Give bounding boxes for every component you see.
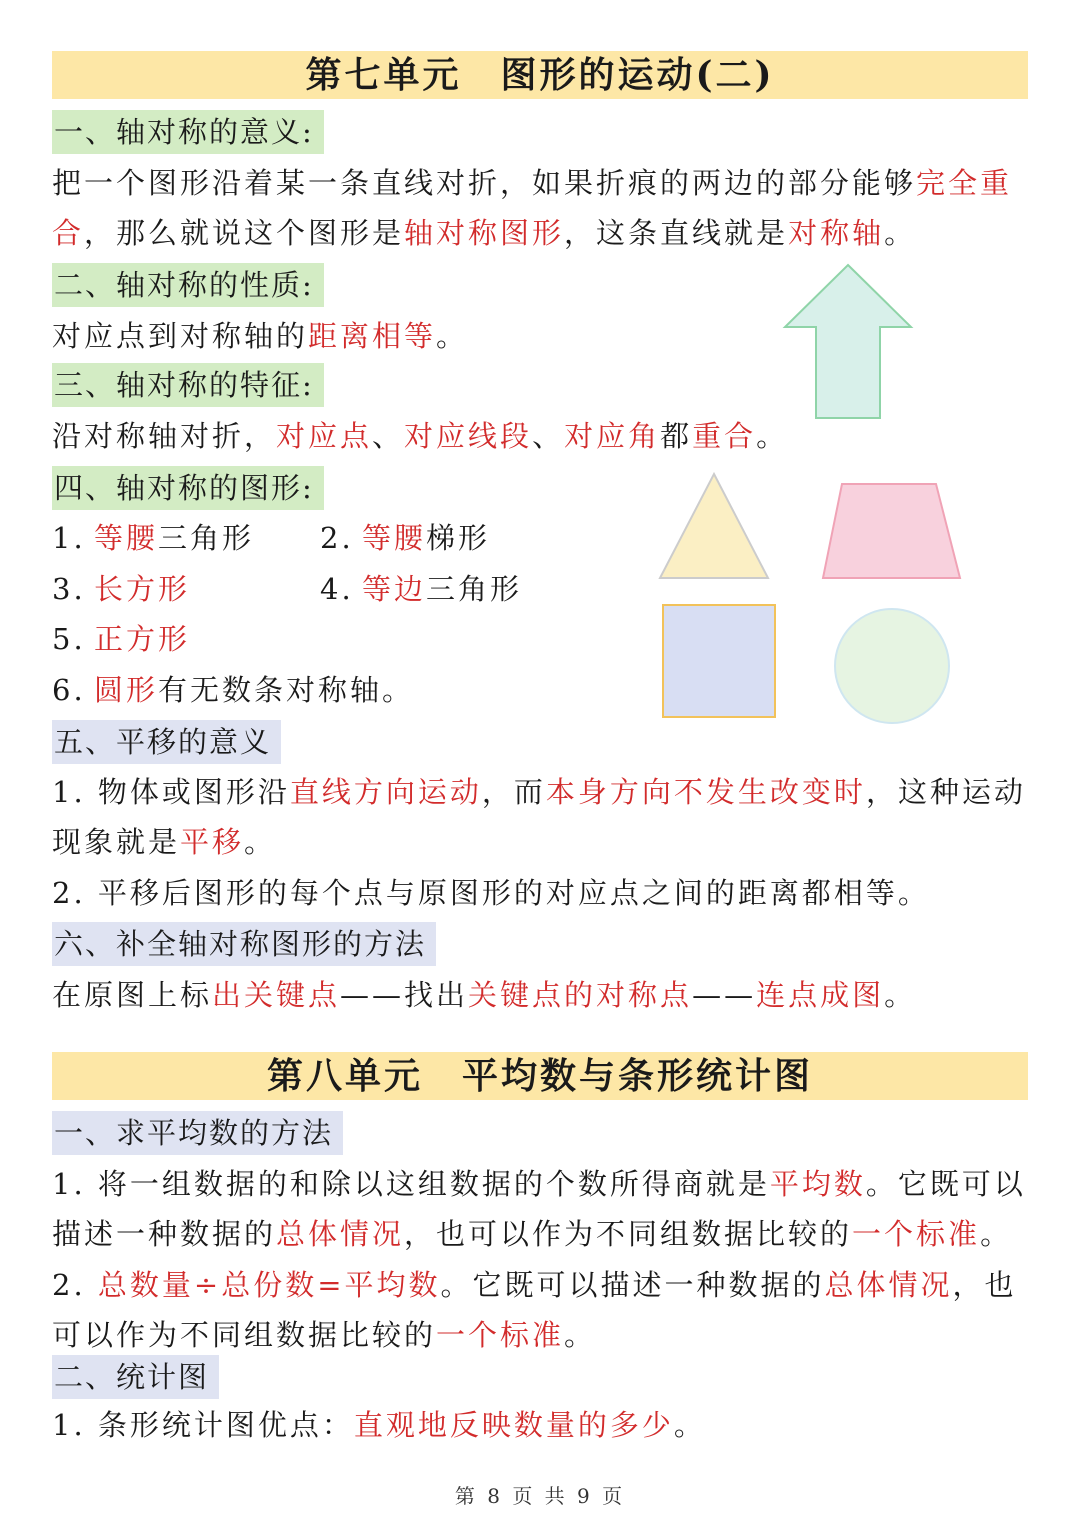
circle-illustration [828,602,956,730]
arrow-illustration [780,262,920,422]
square-illustration [658,600,782,724]
paragraph-line: 现象就是平移。 [52,825,277,859]
paragraph-line: 合，那么就说这个图形是轴对称图形，这条直线就是对称轴。 [52,216,917,250]
paragraph-line: 沿对称轴对折，对应点、对应线段、对应角都重合。 [52,419,789,453]
paragraph-line: 1. 将一组数据的和除以这组数据的个数所得商就是平均数。它既可以 [52,1167,1026,1201]
section-heading-statistics-chart: 二、统计图 [52,1355,219,1399]
list-item: 1. 等腰三角形 [52,521,255,555]
paragraph-line: 1. 物体或图形沿直线方向运动，而本身方向不发生改变时，这种运动 [52,775,1026,809]
section-heading-axis-symmetric-shapes: 四、轴对称的图形: [52,466,324,510]
section-heading-axis-symmetry-properties: 二、轴对称的性质: [52,263,324,307]
paragraph-line: 把一个图形沿着某一条直线对折，如果折痕的两边的部分能够完全重 [52,166,1013,200]
section-heading-axis-symmetry-features: 三、轴对称的特征: [52,363,324,407]
list-item: 2. 等腰梯形 [320,521,491,555]
paragraph-line: 可以作为不同组数据比较的一个标准。 [52,1318,597,1352]
list-item: 6. 圆形有无数条对称轴。 [52,673,415,707]
list-item: 4. 等边三角形 [320,572,523,606]
paragraph-line: 2. 总数量÷总份数=平均数。它既可以描述一种数据的总体情况，也 [52,1268,1017,1302]
paragraph-line: 描述一种数据的总体情况，也可以作为不同组数据比较的一个标准。 [52,1217,1013,1251]
section-heading-translation-meaning: 五、平移的意义 [52,720,281,764]
unit-7-title: 第七单元 图形的运动(二) [52,51,1028,99]
list-item: 3. 长方形 [52,572,191,606]
paragraph-line: 2. 平移后图形的每个点与原图形的对应点之间的距离都相等。 [52,876,930,910]
paragraph-line: 1. 条形统计图优点：直观地反映数量的多少。 [52,1408,706,1442]
trapezoid-illustration [818,480,966,584]
section-heading-average-method: 一、求平均数的方法 [52,1111,343,1155]
paragraph-line: 对应点到对称轴的距离相等。 [52,319,469,353]
page-footer: 第 8 页 共 9 页 [454,1484,626,1508]
section-heading-complete-symmetric-figure: 六、补全轴对称图形的方法 [52,922,436,966]
paragraph-line: 在原图上标出关键点——找出关键点的对称点——连点成图。 [52,978,917,1012]
section-heading-axis-symmetry-meaning: 一、轴对称的意义: [52,110,324,154]
unit-8-title: 第八单元 平均数与条形统计图 [52,1052,1028,1100]
list-item: 5. 正方形 [52,622,191,656]
isosceles-triangle-illustration [656,470,776,585]
